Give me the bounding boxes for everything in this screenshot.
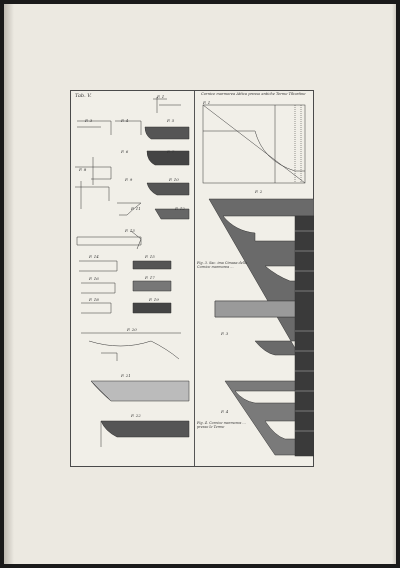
- caption-lower: Fig. 4. Cornice marmorea ... presso le Terme: [197, 421, 246, 430]
- right-column-cornice: [194, 91, 314, 466]
- fig-label-18: F. 18: [89, 297, 99, 302]
- fig-label-13: F. 13: [125, 228, 135, 233]
- fig-label-3: F. 3: [85, 118, 93, 123]
- fig-label-11: F. 11: [131, 206, 141, 211]
- fig-label-1: F. 1: [157, 94, 165, 99]
- fig-label-21: F. 21: [121, 373, 131, 378]
- cornice-profiles-right: [195, 91, 314, 466]
- fig-label-19: F. 19: [149, 297, 159, 302]
- fig-label-5: F. 5: [167, 118, 175, 123]
- right-fig-label-2: F. 2: [255, 189, 263, 194]
- page-gutter: [4, 4, 14, 564]
- engraved-plate: [70, 90, 314, 467]
- fig-label-12: F. 12: [175, 206, 185, 211]
- fig-label-20: F. 20: [127, 327, 137, 332]
- right-fig-label-1: F. 1: [203, 100, 211, 105]
- fig-label-17: F. 17: [145, 275, 155, 280]
- fig-label-7: F. 7: [167, 149, 175, 154]
- fig-label-14: F. 14: [89, 254, 99, 259]
- book-page: [4, 4, 396, 564]
- right-header-caption: Cornice marmorea Attica presso antiche Terme Tiburtine: [201, 92, 306, 96]
- fig-label-15: F. 15: [145, 254, 155, 259]
- plate-number: Tab. V.: [75, 93, 92, 99]
- fig-label-4: F. 4: [121, 118, 129, 123]
- fig-label-8: F. 8: [79, 167, 87, 172]
- caption-upper: Fig. 3. Sac. ima Cimasa della Cornice marmorea ...: [197, 261, 247, 270]
- left-column-figures: [71, 91, 191, 466]
- fig-label-10: F. 10: [169, 177, 179, 182]
- page-edge: [392, 4, 396, 564]
- fig-label-9: F. 9: [125, 177, 133, 182]
- fig-label-22: F. 22: [131, 413, 141, 418]
- right-fig-label-3: F. 3: [221, 331, 229, 336]
- fig-label-16: F. 16: [89, 276, 99, 281]
- fig-label-6: F. 6: [121, 149, 129, 154]
- right-fig-label-4: F. 4: [221, 409, 229, 414]
